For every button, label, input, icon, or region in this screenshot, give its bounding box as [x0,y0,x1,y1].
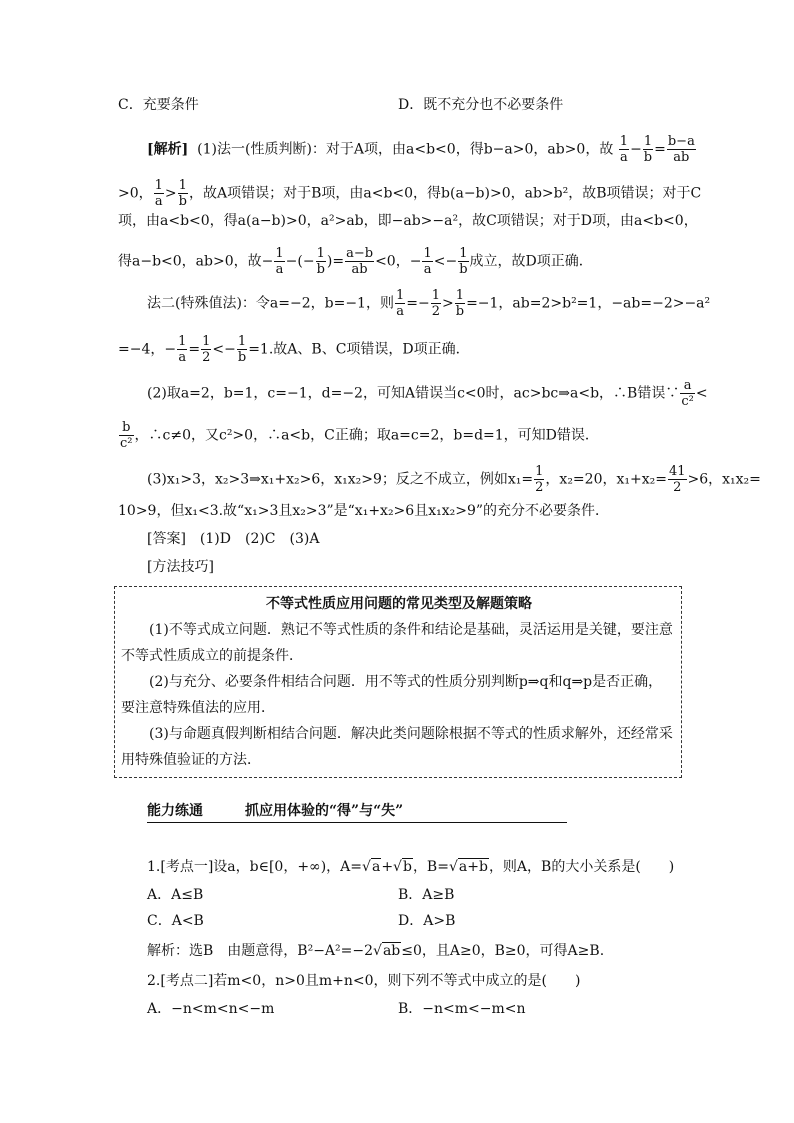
fraction: $\frac{1}{b}$ [178,178,187,209]
box-line: (1)不等式成立问题．熟记不等式性质的条件和结论是基础，灵活运用是关键，要注意 [149,622,673,638]
q1-stem: 1.[考点一]设a，b∈[0，+∞)，A=√a+√b，B=√a+b，则A，B的大小关系是( ) [147,859,675,875]
fraction: $\frac{a-b}{ab}$ [346,246,374,277]
analysis-line-7: (2)取a=2，b=1，c=−1，d=−2，可知A错误当c<0时，ac>bc⇒a<b，∴B错误∵ $\frac{a}{\text{c²}}$ < [147,378,708,409]
q1-solution: 解析：选B 由题意得，B²−A²=−2√ab≤0，且A≥0，B≥0，可得A≥B. [147,943,605,959]
fraction: $\frac{1}{b}$ [459,246,468,277]
ability-header [147,800,567,823]
fraction: $\frac{1}{2}$ [535,464,544,495]
fraction: $\frac{1}{b}$ [455,288,465,319]
fraction: $\frac{1}{a}$ [619,134,629,165]
analysis-line-6: =−4，− $\frac{1}{a}$ = $\frac{1}{2}$ <− $\frac{1}{b}$ =1.故A、B、C项错误，D项正确． [118,334,470,365]
fraction: $\frac{1}{a}$ [275,246,284,277]
strategy-box [114,586,682,778]
fraction: $\frac{b}{\text{c²}}$ [120,420,133,451]
option-c: C．充要条件 [118,97,199,113]
ability-right: 抓应用体验的“得”与“失” [245,803,404,819]
box-line: 用特殊值验证的方法． [121,752,261,768]
analysis-line-3: 项，由a<b<0，得a(a−b)>0，a²>ab，即−ab>−a²，故C项错误；对于D项，由a<b<0， [118,213,698,229]
box-line: (3)与命题真假判断相结合问题．解决此类问题除根据不等式的性质求解外，还经常采 [149,726,673,742]
fraction: $\frac{1}{a}$ [423,246,432,277]
fraction: $\frac{1}{2}$ [202,334,211,365]
q2-option-b: B．−n<m<−m<n [398,1001,526,1017]
box-line: 要注意特殊值法的应用． [121,700,275,716]
option-d: D．既不充分也不必要条件 [398,97,564,113]
analysis-line-5: 法二(特殊值法)：令a=−2，b=−1，则 $\frac{1}{a}$ =− $\frac{1}{2}$ > $\frac{1}{b}$ =−1，ab=2>b²=1，−ab=−2>−a² [147,288,711,319]
analysis-line-10: 10>9，但x₁<3.故“x₁>3且x₂>3”是“x₁+x₂>6且x₁x₂>9”的充分不必要条件． [118,503,610,519]
q1-option-c: C．A<B [147,913,204,929]
fraction: $\frac{1}{b}$ [316,246,325,277]
q1-option-d: D．A>B [398,913,456,929]
answer: [答案] (1)D (2)C (3)A [147,531,320,547]
fraction: $\frac{41}{2}$ [668,464,686,495]
fraction: $\frac{1}{b}$ [643,134,653,165]
fraction: $\frac{a}{\text{c²}}$ [681,378,694,409]
analysis-tag: [解析] [147,141,189,158]
box-title: 不等式性质应用问题的常见类型及解题策略 [266,596,532,612]
analysis-line-8: $\frac{b}{\text{c²}}$ ，∴c≠0，又c²>0，∴a<b，C正确；取a=c=2，b=d=1，可知D错误． [120,420,599,451]
box-line: 不等式性质成立的前提条件． [121,648,303,664]
fraction: $\frac{1}{a}$ [154,178,163,209]
box-line: (2)与充分、必要条件相结合问题．用不等式的性质分别判断p⇒q和q⇒p是否正确， [149,674,663,690]
analysis-line-4: 得a−b<0，ab>0，故− $\frac{1}{a}$ −(− $\frac{1}{b}$ )= $\frac{a-b}{ab}$ <0，− $\frac{1}{a}$ <− $\frac{1}{b}$ 成立，故D项正确． [118,246,593,277]
analysis-line-1: [解析] (1)法一(性质判断)：对于A项，由a<b<0，得b−a>0，ab>0，故 $\frac{1}{a}$ − $\frac{1}{b}$ = $\frac{b-a}{ab}$ [147,134,695,165]
ability-left: 能力练通 [147,803,203,819]
analysis-line-2: >0， $\frac{1}{a}$ > $\frac{1}{b}$ ，故A项错误；对于B项，由a<b<0，得b(a−b)>0，ab>b²，故B项错误；对于C [118,178,702,209]
method-tag: [方法技巧] [147,559,214,575]
q2-stem: 2.[考点二]若m<0，n>0且m+n<0，则下列不等式中成立的是( ) [147,973,581,989]
fraction: $\frac{1}{2}$ [431,288,440,319]
analysis-text: (1)法一(性质判断)：对于A项，由a<b<0，得b−a>0，ab>0，故 [197,141,614,158]
q1-option-a: A．A≤B [147,887,204,903]
fraction: $\frac{1}{b}$ [237,334,247,365]
q2-option-a: A．−n<m<n<−m [147,1001,275,1017]
fraction: $\frac{b-a}{ab}$ [667,134,695,165]
fraction: $\frac{1}{a}$ [178,334,187,365]
analysis-line-9: (3)x₁>3，x₂>3⇒x₁+x₂>6，x₁x₂>9；反之不成立，例如x₁= $\frac{1}{2}$ ，x₂=20，x₁+x₂= $\frac{41}{2}$ >6，x₁x₂= [147,464,761,495]
q1-option-b: B．A≥B [398,887,455,903]
fraction: $\frac{1}{a}$ [395,288,405,319]
